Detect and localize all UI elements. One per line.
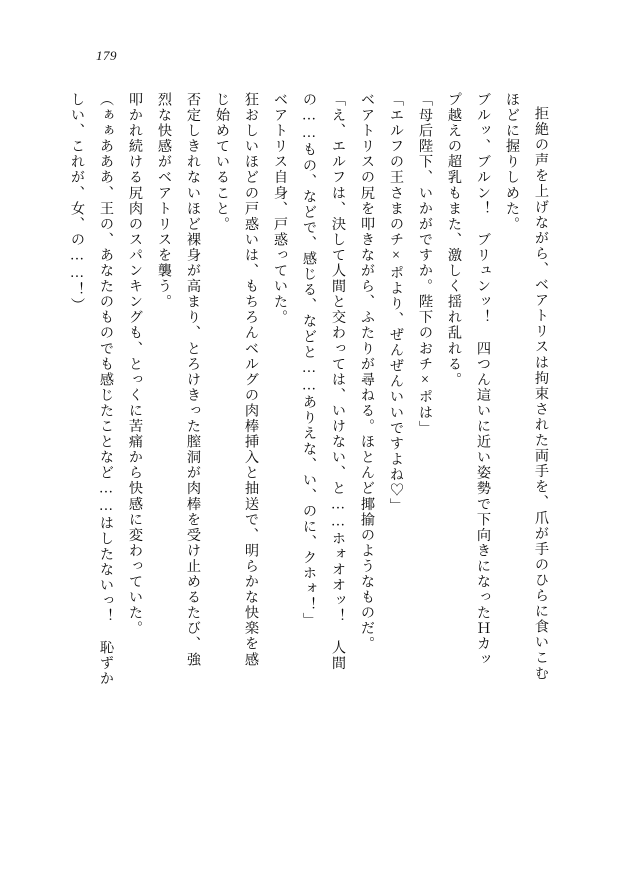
text-line: しい、これが、女、の……！） (69, 92, 85, 314)
text-line: 烈な快感がベアトリスを襲う。 (156, 92, 172, 310)
page-number: 179 (96, 48, 117, 63)
text-line: ベアトリス自身、戸惑っていた。 (272, 92, 288, 326)
text-line: 否定しきれないほど裸身が高まり、とろけきった膣洞が肉棒を受け止めるたび、強 (185, 92, 201, 668)
text-line: 「え、エルフは、決して人間と交わっては、いけない、と……ホォオオッ！ 人間 (330, 92, 346, 671)
text-line: ブルッ、ブルン！ ブリュンッ！ 四つん這いに近い姿勢で下向きになったＨカッ (475, 92, 491, 668)
text-line: （ぁぁあああ、王の、あなたのものでも感じたことなど……はしたないっ！ 恥ずか (98, 92, 114, 687)
vertical-text-block (69, 92, 555, 812)
text-line: ほどに握りしめた。 (504, 92, 520, 232)
text-line: 「母后陛下、いかがですか。陛下のおチ×ポは」 (417, 92, 433, 436)
text-line: じ始めていること。 (214, 92, 230, 232)
text-line: 「エルフの王さまのチ×ポより、ぜんぜんいいですよね♡」 (388, 92, 404, 514)
text-line: 叩かれ続ける尻肉のスパンキングも、とっくに苦痛から快感に変わっていた。 (127, 92, 143, 637)
text-line: 拒絶の声を上げながら、ベアトリスは拘束された両手を、爪が手のひらに食いこむ (533, 106, 549, 682)
text-line: ベアトリスの尻を叩きながら、ふたりが尋ねる。ほとんど揶揄のようなものだ。 (359, 92, 375, 652)
text-line: プ越えの超乳もまた、激しく揺れ乱れる。 (446, 92, 462, 388)
text-line: の……もの、などで、感じる、などと……ありえな、い、のに、クホォ！」 (301, 92, 317, 628)
text-line: 狂おしいほどの戸惑いは、もちろんベルグの肉棒挿入と抽送で、明らかな快楽を感 (243, 92, 259, 668)
